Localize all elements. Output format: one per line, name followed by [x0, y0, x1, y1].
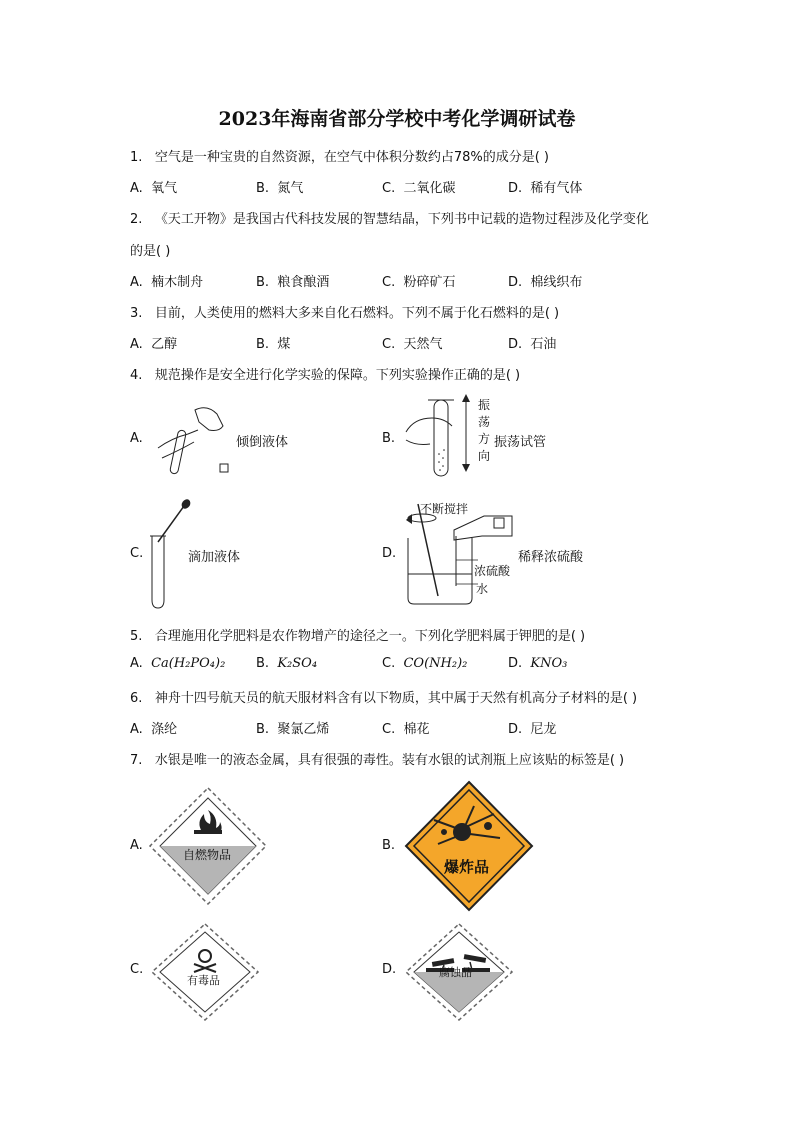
option-c[interactable]: C. 天然气: [382, 337, 443, 352]
question-stem: 神舟十四号航天员的航天服材料含有以下物质，其中属于天然有机高分子材料的是( ): [154, 691, 638, 706]
option-b[interactable]: B. 聚氯乙烯: [256, 722, 330, 737]
question-number: 7.: [130, 753, 143, 768]
option-d[interactable]: D. 尼龙: [508, 722, 557, 737]
option-c[interactable]: C. CO(NH₂)₂: [382, 656, 468, 671]
question-stem: 空气是一种宝贵的自然资源，在空气中体积分数约占78%的成分是( ): [154, 150, 549, 165]
question-1: [130, 146, 549, 165]
question-5: [130, 625, 585, 644]
question-stem: 目前，人类使用的燃料大多来自化石燃料。下列不属于化石燃料的是( ): [154, 306, 560, 321]
option-c[interactable]: C.: [130, 962, 144, 977]
option-d[interactable]: D. 稀有气体: [508, 181, 583, 196]
acid-label: 浓硫酸: [474, 564, 511, 578]
option-d[interactable]: D.: [382, 546, 397, 561]
option-b[interactable]: B.: [382, 838, 396, 853]
option-c[interactable]: C. 粉碎矿石: [382, 275, 456, 290]
question-number: 3.: [130, 306, 143, 321]
explosive-label: [404, 780, 534, 912]
question-7: [130, 749, 624, 768]
question-number: 6.: [130, 691, 143, 706]
question-6: [130, 687, 637, 706]
question-number: 2.: [130, 212, 143, 227]
option-b[interactable]: B. 氮气: [256, 181, 304, 196]
question-stem: 《天工开物》是我国古代科技发展的智慧结晶，下列书中记载的造物过程涉及化学变化: [154, 212, 649, 227]
figure-caption: 滴加液体: [188, 550, 241, 565]
question-number: 4.: [130, 368, 143, 383]
option-a[interactable]: A. Ca(H₂PO₄)₂: [130, 656, 226, 671]
option-d[interactable]: D.: [382, 962, 397, 977]
question-3: [130, 302, 559, 321]
option-a[interactable]: A. 氧气: [130, 181, 178, 196]
option-c[interactable]: C.: [130, 546, 144, 561]
option-a[interactable]: A. 涤纶: [130, 722, 178, 737]
question-stem: 合理施用化学肥料是农作物增产的途径之一。下列化学肥料属于钾肥的是( ): [154, 629, 586, 644]
option-a[interactable]: A. 楠木制舟: [130, 275, 204, 290]
pouring-liquid-figure: [150, 400, 240, 480]
water-label: 水: [476, 582, 489, 596]
stir-label: 不断搅拌: [420, 502, 469, 516]
option-c[interactable]: C. 二氧化碳: [382, 181, 456, 196]
option-b[interactable]: B.: [382, 431, 396, 446]
option-d[interactable]: D. 石油: [508, 337, 557, 352]
option-b[interactable]: B. 煤: [256, 337, 291, 352]
option-d[interactable]: D. 棉线织布: [508, 275, 583, 290]
question-number: 5.: [130, 629, 143, 644]
question-stem: 水银是唯一的液态金属，具有很强的毒性。装有水银的试剂瓶上应该贴的标签是( ): [154, 753, 625, 768]
question-2: [130, 208, 649, 227]
hazard-label-text: 有毒品: [187, 974, 220, 987]
option-c[interactable]: C. 棉花: [382, 722, 430, 737]
hazard-label-text: 自燃物品: [183, 848, 232, 862]
option-b[interactable]: B. K₂SO₄: [256, 656, 318, 671]
hazard-label-text: 腐蚀品: [439, 966, 472, 979]
question-stem-continuation: 的是( ): [130, 244, 171, 259]
hazard-label-text: 爆炸品: [444, 858, 490, 876]
option-a[interactable]: A. 乙醇: [130, 337, 178, 352]
option-a[interactable]: A.: [130, 838, 143, 853]
figure-caption: 稀释浓硫酸: [518, 550, 584, 565]
figure-caption: 倾倒液体: [236, 435, 289, 450]
figure-caption: 振荡试管: [494, 435, 547, 450]
option-d[interactable]: D. KNO₃: [508, 656, 568, 671]
page-title: 2023年海南省部分学校中考化学调研试卷: [218, 108, 576, 130]
option-a[interactable]: A.: [130, 431, 143, 446]
question-number: 1.: [130, 150, 143, 165]
shake-direction-label: 振 荡 方 向: [478, 398, 491, 463]
question-4: [130, 364, 520, 383]
dropping-liquid-figure: [144, 498, 194, 610]
option-b[interactable]: B. 粮食酿酒: [256, 275, 330, 290]
question-stem: 规范操作是安全进行化学实验的保障。下列实验操作正确的是( ): [154, 368, 521, 383]
